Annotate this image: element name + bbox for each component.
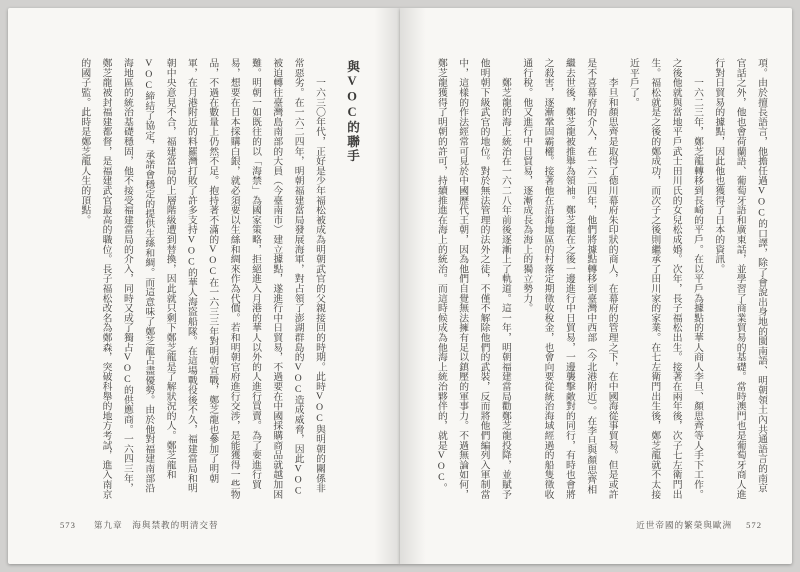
left-page-footer [60,519,219,531]
paragraph: 項。由於擅長語言，他擔任過VOC的口譯，除了會說出身地的閩南語、明朝領土內共通語言的南京官話之外，他也會荷蘭語、葡萄牙語和廣東話，並學習了商業貿易的基礎。當時澳門也是葡萄牙商人進行對日貿易的據點，因此他也獲得了日本的資訊。 [713,58,767,499]
left-page-body-text [60,58,330,500]
left-page [8,8,400,564]
running-title: 近世帝國的繁榮與歐洲 [636,520,733,530]
left-page-number: 573 [60,520,76,530]
right-page-footer [636,519,762,531]
right-page [400,8,792,564]
paragraph: 李旦和顏思齊是取得了德川幕府朱印狀的商人，在幕府的管理之下，在中國海從事貿易。但是或許是不喜幕府的介入，在一六二四年，他們將據點轉移到臺灣中西部（今北港附近）。在李旦與顏思齊相繼去世後，鄭芝龍被推舉為領袖。鄭芝龍在之後一邊進行中日貿易，一邊襲擊敵對的同行，有時也會將之殺害，逐漸鞏固霸權。接著他在沿海地區的村落定期徵收稅金，也會向要從統治海域經過的船隻徵收通行稅。他又進行中日貿易，逐漸成長為海上的獨立勢力。 [521,58,618,499]
section-heading: 與VOC的聯手 [345,60,359,163]
paragraph: 一六二三年，鄭芝龍轉移到長崎的平戶。在以平戶為據點的華人商人李旦、顏思齊等人手下工作。之後他就與當地平戶武士田川氏的女兒松成婚。次年，長子福松出生。接著在兩年後，次子七左衛門出生。福松就是之後的鄭成功，而次子之後則繼承了田川家的家業。在七左衛門出生後，鄭芝龍就不太接近平戶了。 [627,58,703,499]
right-page-body-text [422,58,772,500]
right-page-number: 572 [746,520,762,530]
paragraph: 一六三〇年代，正好是少年福松被成為明朝武官的父親接回的時期。此時VOC與明朝的關係非常惡劣。在一六二四年，明朝福建當局發展海軍，對占領了澎湖群島的VOC造成威脅，因此VOC被迫轉往臺灣島南部的大員（今臺南市）建立據點，遂進行中日貿易，不過要在中國採購商品就越加困難。明朝一如既往的以「海禁」為國家策略，拒絕進入月港的華人以外的人進行買賣。為了要進行貿易，想要在日本採購白銀，就必須要以生絲和綢來作為代價。若和明朝官府進行交涉，是能獲得一些物品，不過在數量上仍然不足。抱持著不滿的VOC在一六三三年對明朝宣戰，鄭芝龍也參加了明朝軍，在月港附近的料羅灣打敗了許多支持VOC的華人海盜船隊。在這場戰役後不久，福建當局和明朝中央意見不合，福建當局的上層階級遭到替換，因此就只剩下鄭芝龍是了解狀況的人。鄭芝龍和VOC締結了協定，承諾會穩定的提供生絲和綢。而這意味了鄭芝龍占盡優勢。由於他對福建南部沿海地區的統治基礎穩固，他不接受福建當局的介入，同時又成了獨占VOC的供應商。一六四三年，鄭芝龍被封福建都督，是福建武官最高的職位。長子福松改名為鄭森，突破科舉的地方考試，進入南京的國子監。此時是鄭芝龍人生的頂點。 [79,58,325,499]
chapter-title: 第九章 海與禁教的明清交替 [93,520,219,530]
paragraph: 鄭芝龍的海上統治在一六二八年前後逐漸上了軌道。這一年，明朝福建當局勸鄭芝龍投降，並賦予他明朝下級武官的地位。對於無法管理的法外之徒，不僅不解除他們的武裝，反而將他們編列入軍制當中，這樣的作法經常可見於中國歷代王朝，因為他們自覺無法擁有足以鎮壓的軍事力。不過無論如何，鄭芝龍獲得了明朝的許可，持續推進在海上的統治。而這時候成為他海上統治夥伴的，就是VOC。 [435,58,511,499]
